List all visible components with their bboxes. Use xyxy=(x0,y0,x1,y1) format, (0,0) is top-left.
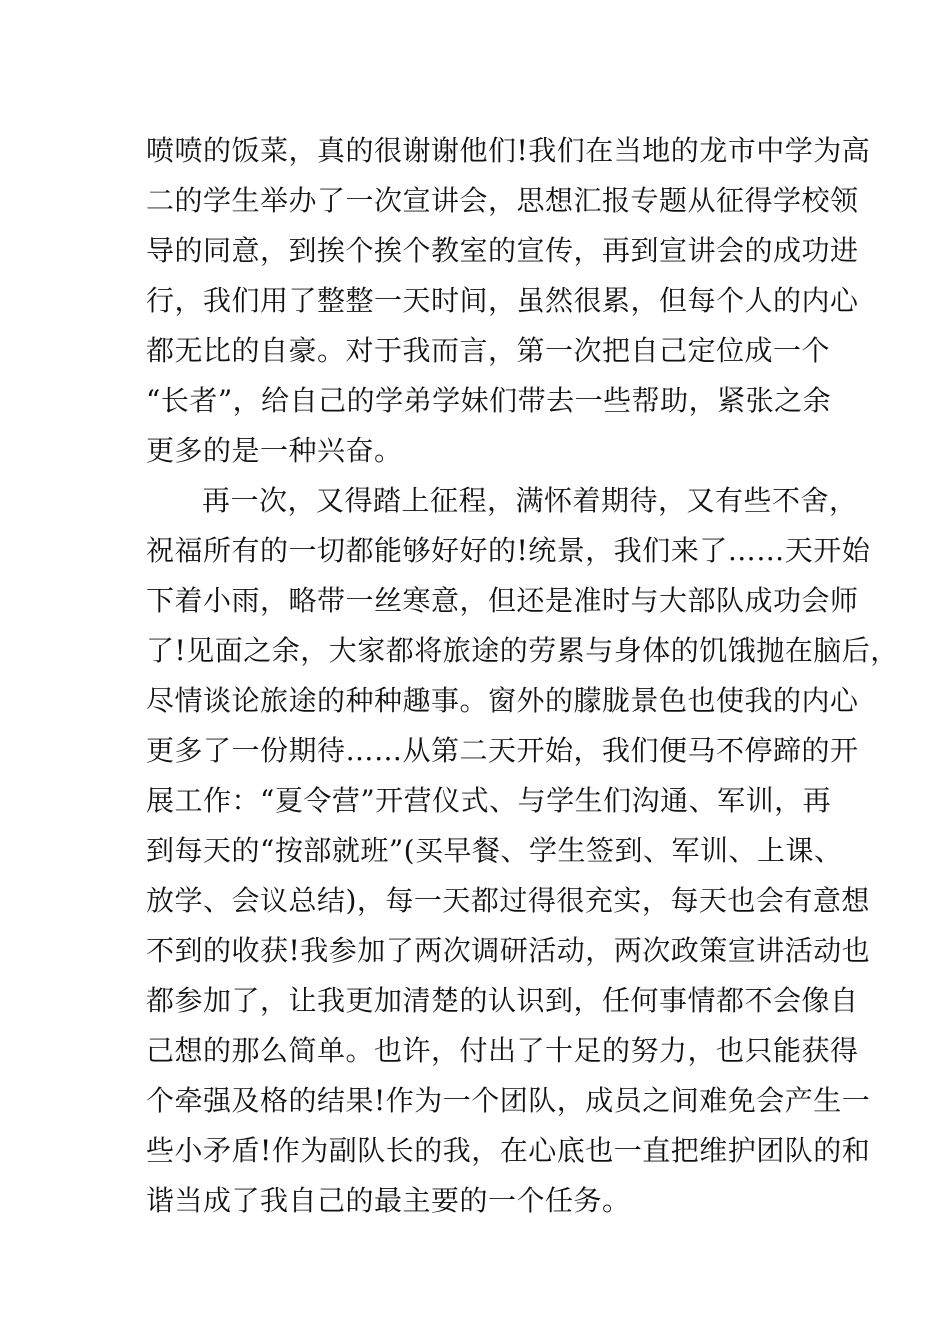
text-line: 都参加了，让我更加清楚的认识到，任何事情都不会像自 xyxy=(146,984,859,1017)
text-line: 展工作：“夏令营”开营仪式、与学生们沟通、军训，再 xyxy=(146,784,832,817)
text-line: 放学、会议总结)，每一天都过得很充实，每天也会有意想 xyxy=(146,884,870,917)
text-line: 了!见面之余，大家都将旅途的劳累与身体的饥饿抛在脑后， xyxy=(146,634,899,667)
document-body xyxy=(146,126,899,1226)
text-line: “长者”，给自己的学弟学妹们带去一些帮助，紧张之余 xyxy=(146,384,832,417)
text-line: 更多的是一种兴奋。 xyxy=(146,434,403,467)
text-line: 个牵强及格的结果!作为一个团队，成员之间难免会产生一 xyxy=(146,1084,871,1117)
text-line: 祝福所有的一切都能够好好的!统景，我们来了……天开始 xyxy=(146,534,871,567)
text-line: 喷喷的饭菜，真的很谢谢他们!我们在当地的龙市中学为高 xyxy=(146,134,871,167)
text-line: 行，我们用了整整一天时间，虽然很累，但每个人的内心 xyxy=(146,284,859,317)
text-line: 尽情谈论旅途的种种趣事。窗外的朦胧景色也使我的内心 xyxy=(146,684,859,717)
text-line: 谐当成了我自己的最主要的一个任务。 xyxy=(146,1184,631,1217)
text-line: 己想的那么简单。也许，付出了十足的努力，也只能获得 xyxy=(146,1034,859,1067)
paragraph-2 xyxy=(146,476,899,1226)
text-line: 些小矛盾!作为副队长的我，在心底也一直把维护团队的和 xyxy=(146,1134,871,1167)
text-line: 都无比的自豪。对于我而言，第一次把自己定位成一个 xyxy=(146,334,831,367)
text-line: 导的同意，到挨个挨个教室的宣传，再到宣讲会的成功进 xyxy=(146,234,859,267)
text-line: 更多了一份期待……从第二天开始，我们便马不停蹄的开 xyxy=(146,734,859,767)
text-line: 二的学生举办了一次宣讲会，思想汇报专题从征得学校领 xyxy=(146,184,859,217)
paragraph-1 xyxy=(146,126,871,476)
text-line: 到每天的“按部就班”(买早餐、学生签到、军训、上课、 xyxy=(146,834,843,867)
text-line: 不到的收获!我参加了两次调研活动，两次政策宣讲活动也 xyxy=(146,934,871,967)
text-line: 再一次，又得踏上征程，满怀着期待，又有些不舍， xyxy=(202,484,858,517)
text-line: 下着小雨，略带一丝寒意，但还是准时与大部队成功会师 xyxy=(146,584,859,617)
